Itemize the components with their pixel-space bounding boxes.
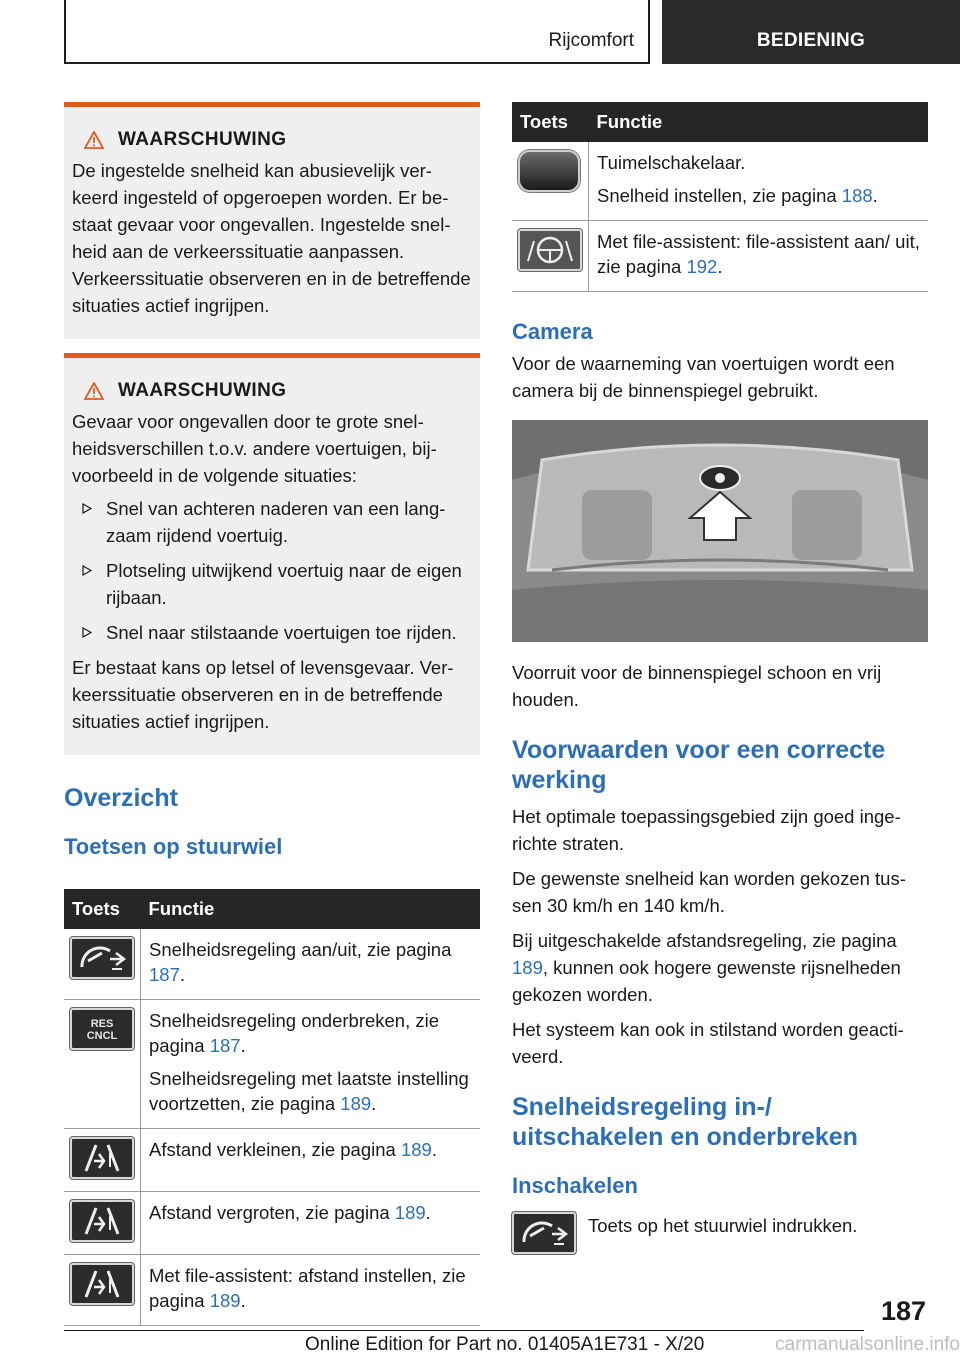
table-row: RES CNCL Snelheidsregeling onderbreken, zie pagina 187. Snelheidsregeling met laatste instelling voortzetten, zie pagina 189. — [64, 1000, 480, 1129]
table-row: Tuimelschakelaar. Snelheid instellen, zie pagina 188. — [512, 142, 928, 221]
bullet-triangle-icon — [82, 503, 92, 514]
body-paragraph: Bij uitgeschakelde afstandsregeling, zie pagina 189, kunnen ook hogere gewenste rijsnelheden gekozen worden. — [512, 930, 901, 1005]
page-link[interactable]: 189 — [512, 957, 543, 978]
warning-triangle-icon — [84, 382, 104, 400]
watermark: carmanualsonline.info — [775, 1334, 960, 1355]
page-link[interactable]: 189 — [209, 1290, 241, 1311]
body-paragraph: De gewenste snelheid kan worden gekozen tussen 30 km/h en 140 km/h. — [512, 868, 906, 916]
list-item: Snel naar stilstaande voertuigen toe rijden. — [72, 619, 472, 646]
column-header-function: Functie — [589, 102, 929, 142]
table-header-row — [512, 102, 928, 142]
camera-text: Voor de waarneming van voertuigen wordt een camera bij de binnenspiegel gebruikt. — [512, 353, 895, 401]
warning-text: De ingestelde snelheid kan abusievelijk verkeerd ingesteld of opgeroepen worden. Er bestaat gevaar voor ongevallen. Ingestelde snelheid aan de verkeerssituatie aanpassen. Verkeerssituatie observeren en in de betreffende situaties actief ingrijpen. — [72, 160, 471, 316]
table-row: Afstand vergroten, zie pagina 189. — [64, 1192, 480, 1255]
bullet-triangle-icon — [82, 565, 92, 576]
page-link[interactable]: 187 — [149, 964, 180, 985]
section-title-camera: Camera — [512, 319, 593, 344]
warning-outro: Er bestaat kans op letsel of levensgevaar. Verkeerssituatie observeren en in de betreffende situaties actief ingrijpen. — [72, 657, 454, 732]
footer-divider — [64, 1330, 864, 1331]
warning-title-text: WAARSCHUWING — [118, 129, 287, 150]
page-link[interactable]: 189 — [400, 1139, 432, 1160]
body-paragraph: Het systeem kan ook in stilstand worden geactiveerd. — [512, 1019, 904, 1067]
warning-box-2 — [64, 353, 480, 755]
page-link[interactable]: 189 — [394, 1202, 426, 1223]
footer-edition: Online Edition for Part no. 01405A1E731 - X/20 — [305, 1334, 705, 1355]
table-header-row — [64, 889, 480, 929]
distance-increase-key-icon — [70, 1200, 134, 1242]
section-title-overzicht: Overzicht — [64, 784, 178, 812]
lane-assist-distance-key-icon — [70, 1263, 134, 1305]
page-link[interactable]: 187 — [209, 1035, 241, 1056]
right-column — [512, 102, 928, 1254]
body-paragraph: Het optimale toepassingsgebied zijn goed ingerichte straten. — [512, 806, 901, 854]
warning-title — [72, 129, 472, 151]
warning-triangle-icon — [84, 131, 104, 149]
rocker-switch-icon — [518, 150, 580, 192]
warning-intro: Gevaar voor ongevallen door te grote snelheidsverschillen t.o.v. andere voertuigen, bijvoorbeeld in de volgende situaties: — [72, 411, 437, 486]
instruction-text: Toets op het stuurwiel indrukken. — [588, 1215, 858, 1236]
windscreen-camera-image — [512, 420, 928, 642]
table-row: Met file-assistent: afstand instellen, zie pagina 189. — [64, 1255, 480, 1326]
page-link[interactable]: 188 — [841, 185, 873, 206]
column-header-key: Toets — [64, 889, 141, 929]
warning-box-1 — [64, 102, 480, 339]
res-cncl-key-icon: RES CNCL — [70, 1008, 134, 1050]
header-section-title: Rijcomfort — [548, 30, 634, 51]
table-row: Snelheidsregeling aan/uit, zie pagina 187. — [64, 929, 480, 1000]
warning-list — [72, 495, 472, 646]
page-link[interactable]: 189 — [340, 1093, 372, 1114]
warning-title — [72, 380, 472, 402]
inline-key-instruction — [512, 1212, 928, 1254]
left-column — [64, 102, 480, 1326]
cruise-control-key-icon — [512, 1212, 576, 1254]
header-chapter-tab: BEDIENING — [662, 0, 960, 64]
subsection-title-toetsen: Toetsen op stuurwiel — [64, 834, 283, 859]
subsection-title-inschakelen: Inschakelen — [512, 1173, 638, 1198]
warning-title-text: WAARSCHUWING — [118, 380, 287, 401]
bullet-triangle-icon — [82, 627, 92, 638]
traffic-jam-assistant-key-icon — [518, 229, 582, 271]
function-keys-table — [512, 102, 928, 292]
page-number: 187 — [880, 1296, 926, 1326]
table-row: Met file-assistent: file-assistent aan/ uit, zie pagina 192. — [512, 221, 928, 292]
column-header-function: Functie — [141, 889, 481, 929]
list-item: Plotseling uitwijkend voertuig naar de eigen rijbaan. — [72, 557, 472, 611]
distance-decrease-key-icon — [70, 1137, 134, 1179]
camera-caption: Voorruit voor de binnenspiegel schoon en vrij houden. — [512, 662, 882, 710]
section-title-snelheidsregeling: Snelheidsregeling in-/ uitschakelen en onderbreken — [512, 1093, 858, 1151]
steering-wheel-keys-table — [64, 889, 480, 1326]
list-item: Snel van achteren naderen van een langzaam rijdend voertuig. — [72, 495, 472, 549]
page-link[interactable]: 192 — [686, 256, 718, 277]
cruise-control-key-icon — [70, 937, 134, 979]
table-row: Afstand verkleinen, zie pagina 189. — [64, 1129, 480, 1192]
column-header-key: Toets — [512, 102, 589, 142]
section-title-voorwaarden: Voorwaarden voor een correcte werking — [512, 736, 886, 794]
